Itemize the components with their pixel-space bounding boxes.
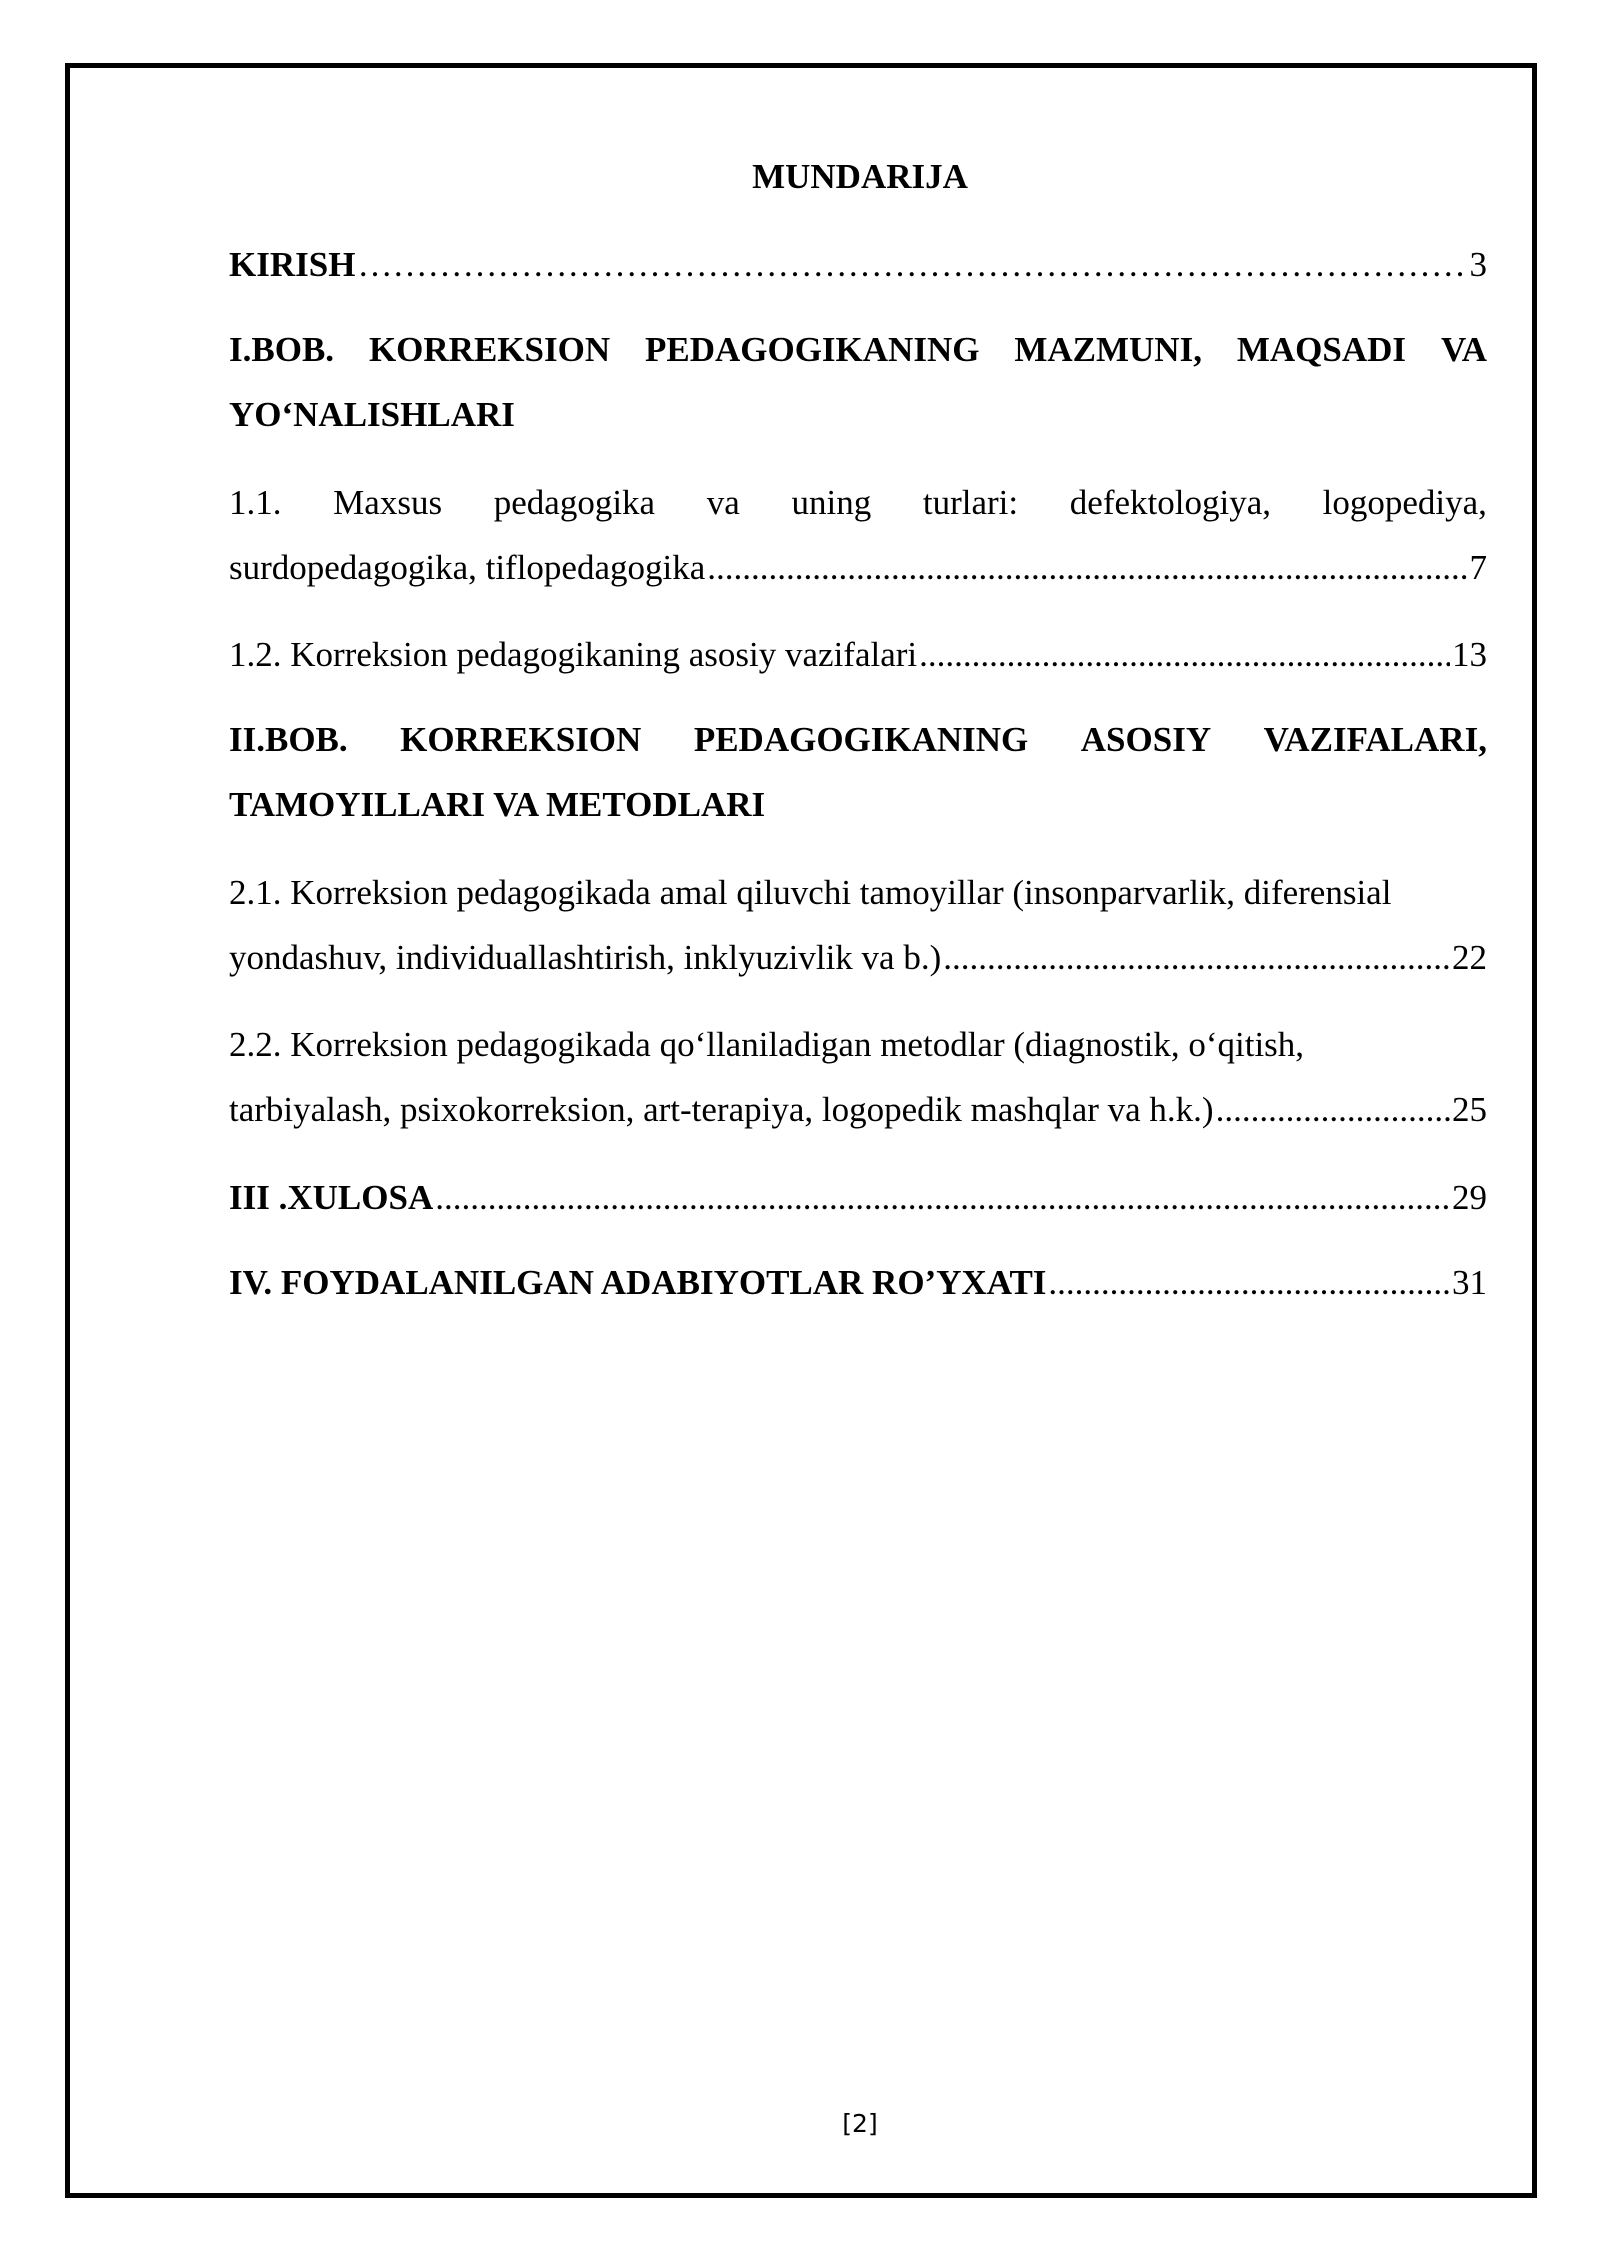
- toc-entry-s2-2[interactable]: [229, 1012, 1487, 1142]
- toc-entry-text: 1.1.: [229, 483, 282, 522]
- page-number: [2]: [842, 2109, 878, 2138]
- toc-page-number: 3: [1469, 245, 1487, 284]
- toc-entry-text: IV. FOYDALANILGAN ADABIYOTLAR RO’YXATI: [229, 1263, 1047, 1302]
- toc-page-number: 7: [1469, 548, 1487, 587]
- toc-entry-text: pedagogika: [493, 483, 656, 522]
- toc-entry-line: [229, 860, 1487, 925]
- toc-entry-bob1[interactable]: [229, 317, 1487, 447]
- toc-entry-line: [229, 622, 1487, 687]
- toc-entry-text: VAZIFALARI,: [1263, 720, 1487, 759]
- toc-entry-text: VA: [1440, 330, 1487, 369]
- toc-entry-text: logopediya,: [1322, 483, 1487, 522]
- toc-entry-text: va: [706, 483, 740, 522]
- toc-page-number: 31: [1452, 1263, 1487, 1302]
- toc-entry-text: 1.2. Korreksion pedagogikaning asosiy vazifalari: [229, 635, 918, 674]
- toc-entry-text: uning: [791, 483, 872, 522]
- toc-entry-line: [229, 1250, 1487, 1315]
- toc-entry-line: [229, 382, 1487, 447]
- toc-dot-leader: [943, 925, 1450, 990]
- toc-page-number: 29: [1452, 1178, 1487, 1217]
- toc-entry-text: KORREKSION: [400, 720, 642, 759]
- toc-entry-text: III .XULOSA: [229, 1178, 434, 1217]
- toc-page-number: 22: [1452, 938, 1487, 977]
- toc-entry-text: MAZMUNI,: [1014, 330, 1202, 369]
- toc-entry-line: [229, 925, 1487, 990]
- toc-entry-text: tarbiyalash, psixokorreksion, art-terapiya, logopedik mashqlar va h.k.): [229, 1090, 1214, 1129]
- toc-entry-s1-1[interactable]: [229, 470, 1487, 600]
- toc-entry-xulosa[interactable]: [229, 1165, 1487, 1230]
- toc-entry-text: Maxsus: [333, 483, 443, 522]
- toc-entry-adabiyotlar[interactable]: [229, 1250, 1487, 1315]
- toc-entry-s2-1[interactable]: [229, 860, 1487, 990]
- toc-entry-line: [229, 772, 1487, 837]
- toc-entry-text: KIRISH: [229, 245, 356, 284]
- toc-entry-text: II.BOB.: [229, 720, 348, 759]
- toc-entry-text: MAQSADI: [1236, 330, 1407, 369]
- toc-entry-s1-2[interactable]: [229, 622, 1487, 687]
- toc-entry-text: defektologiya,: [1069, 483, 1271, 522]
- toc-entry-line: [229, 707, 1487, 772]
- toc-entry-text: 2.1. Korreksion pedagogikada amal qiluvchi tamoyillar (insonparvarlik, diferensial: [229, 873, 1392, 912]
- toc-dot-leader: [1048, 1250, 1450, 1315]
- toc-entry-text: YO‘NALISHLARI: [229, 395, 515, 434]
- toc-entry-text: ASOSIY: [1080, 720, 1212, 759]
- toc-entry-text: surdopedagogika, tiflopedagogika: [229, 548, 706, 587]
- toc-entry-line: [229, 317, 1487, 382]
- toc-dot-leader: [919, 622, 1450, 687]
- toc-entry-kirish[interactable]: [229, 232, 1487, 297]
- toc-entry-text: KORREKSION: [368, 330, 611, 369]
- toc-entry-line: [229, 535, 1487, 600]
- toc-entry-text: PEDAGOGIKANING: [644, 330, 980, 369]
- toc-entry-line: [229, 1165, 1487, 1230]
- toc-entry-line: [229, 232, 1487, 297]
- toc-dot-leader: [707, 535, 1467, 600]
- toc-dot-leader: [357, 232, 1467, 297]
- toc-entry-text: TAMOYILLARI VA METODLARI: [229, 785, 766, 824]
- toc-entry-text: 2.2. Korreksion pedagogikada qo‘llaniladigan metodlar (diagnostik, o‘qitish,: [229, 1025, 1305, 1064]
- toc-entry-line: [229, 1077, 1487, 1142]
- toc-page-number: 25: [1452, 1090, 1487, 1129]
- toc-entry-line: [229, 470, 1487, 535]
- toc-entry-line: [229, 1012, 1487, 1077]
- toc-title: MUNDARIJA: [752, 157, 968, 196]
- toc-entry-bob2[interactable]: [229, 707, 1487, 837]
- toc-entry-text: turlari:: [922, 483, 1019, 522]
- toc-entry-text: yondashuv, individuallashtirish, inklyuzivlik va b.): [229, 938, 942, 977]
- toc-entry-text: I.BOB.: [229, 330, 335, 369]
- toc-entry-text: PEDAGOGIKANING: [693, 720, 1029, 759]
- toc-dot-leader: [1216, 1077, 1450, 1142]
- toc-dot-leader: [435, 1165, 1450, 1230]
- toc-page-number: 13: [1452, 635, 1487, 674]
